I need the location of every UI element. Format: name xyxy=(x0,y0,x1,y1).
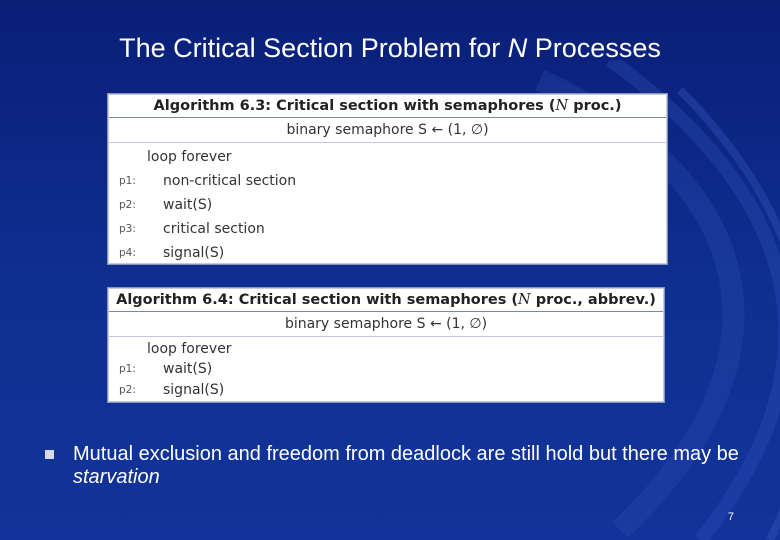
title-text-part2: Processes xyxy=(527,33,661,63)
algorithm-title-variable: N xyxy=(518,292,531,308)
loop-line xyxy=(109,145,666,169)
line-text: wait(S) xyxy=(163,197,213,213)
line-text: critical section xyxy=(163,221,265,237)
loop-text: loop forever xyxy=(147,341,232,357)
line-text: wait(S) xyxy=(163,361,213,377)
algorithm-declaration: binary semaphore S ← (1, ∅) xyxy=(109,118,666,143)
code-line xyxy=(109,217,666,241)
algorithm-box-6-4 xyxy=(108,288,664,402)
title-variable: N xyxy=(507,33,528,63)
line-text: signal(S) xyxy=(163,245,225,261)
algorithm-title-variable: N xyxy=(555,98,569,114)
code-line xyxy=(109,193,666,217)
algorithm-title-prefix: Algorithm 6.3: Critical section with semaphores ( xyxy=(153,98,556,114)
line-label: p1: xyxy=(119,175,136,187)
algorithm-title xyxy=(109,289,663,312)
page-number: 7 xyxy=(727,511,734,523)
code-line xyxy=(109,169,666,193)
slide-title xyxy=(100,30,680,66)
algorithm-body xyxy=(109,337,663,401)
line-label: p2: xyxy=(119,384,136,396)
algorithm-title xyxy=(109,95,666,118)
line-text: non-critical section xyxy=(163,173,297,189)
code-line xyxy=(109,359,663,380)
bullet-text-italic: starvation xyxy=(73,466,160,488)
algorithm-declaration: binary semaphore S ← (1, ∅) xyxy=(109,312,663,337)
line-label: p4: xyxy=(119,247,136,259)
bullet-text xyxy=(73,443,743,489)
line-label: p3: xyxy=(119,223,136,235)
code-line xyxy=(109,241,666,265)
code-line xyxy=(109,380,663,401)
algorithm-title-suffix: proc., abbrev.) xyxy=(530,292,656,308)
loop-text: loop forever xyxy=(147,149,232,165)
line-label: p1: xyxy=(119,363,136,375)
line-label: p2: xyxy=(119,199,136,211)
algorithm-title-prefix: Algorithm 6.4: Critical section with semaphores ( xyxy=(116,292,519,308)
algorithm-box-6-3 xyxy=(108,94,667,264)
algorithm-body xyxy=(109,143,666,265)
title-text-part1: The Critical Section Problem for xyxy=(119,33,508,63)
algorithm-title-suffix: proc.) xyxy=(568,98,622,114)
loop-line xyxy=(109,339,663,359)
bullet-text-main: Mutual exclusion and freedom from deadlock are still hold but there may be xyxy=(73,443,739,465)
line-text: signal(S) xyxy=(163,382,225,398)
square-bullet-icon xyxy=(45,450,54,459)
